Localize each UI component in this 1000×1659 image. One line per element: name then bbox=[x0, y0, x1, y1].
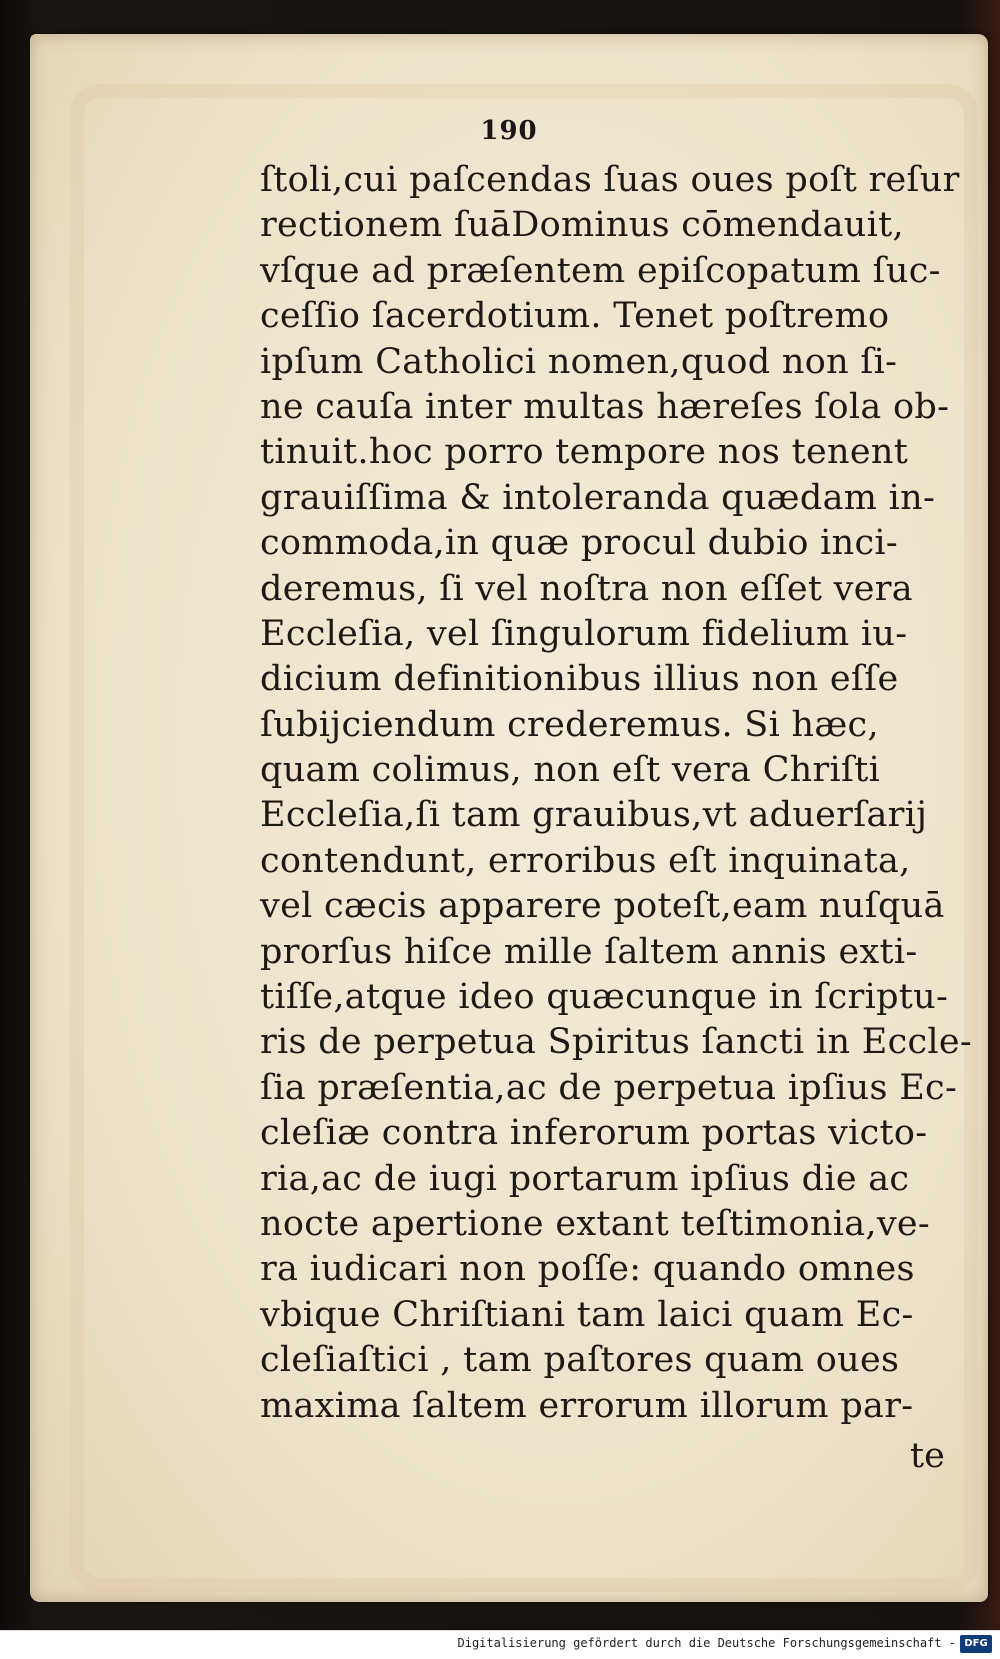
text-line: prorſus hiſce mille ſaltem annis exti- bbox=[260, 931, 918, 972]
text-line: commoda,in quæ procul dubio inci- bbox=[260, 523, 899, 564]
text-line: ceſſio ſacerdotium. Tenet poſtremo bbox=[260, 296, 890, 337]
text-line: ria,ac de iugi portarum ipſius die ac bbox=[260, 1158, 910, 1199]
text-line: cleſiæ contra inferorum portas victo- bbox=[260, 1113, 928, 1154]
text-line: nocte apertione extant teſtimonia,ve- bbox=[260, 1203, 931, 1244]
book-page bbox=[30, 34, 988, 1602]
text-line: contendunt, erroribus eſt inquinata, bbox=[260, 840, 911, 881]
text-line: deremus, ſi vel noſtra non eſſet vera bbox=[260, 568, 913, 609]
text-line: vel cæcis apparere poteſt,eam nuſquā bbox=[260, 886, 945, 927]
text-line: dicium definitionibus illius non eſſe bbox=[260, 659, 899, 700]
text-line: tiſſe,atque ideo quæcunque in ſcriptu- bbox=[260, 977, 949, 1018]
text-line: vſque ad præſentem epiſcopatum ſuc- bbox=[260, 250, 941, 291]
text-line: ris de perpetua Spiritus ſancti in Eccle- bbox=[260, 1022, 973, 1063]
funding-credit: Digitalisierung gefördert durch die Deutsche Forschungsgemeinschaft - bbox=[457, 1636, 956, 1650]
text-line: ra iudicari non poſſe: quando omnes bbox=[260, 1249, 915, 1290]
text-line: Eccleſia,ſi tam grauibus,vt aduerſarij bbox=[260, 795, 928, 836]
page-number: 190 bbox=[480, 116, 538, 146]
text-line: ſtoli,cui paſcendas ſuas oues poſt reſur bbox=[260, 160, 960, 200]
text-line: quam colimus, non eſt vera Chriſti bbox=[260, 750, 881, 791]
text-line: grauiſſima & intoleranda quædam in- bbox=[260, 477, 936, 518]
text-line: maxima ſaltem errorum illorum par- bbox=[260, 1385, 914, 1426]
text-block bbox=[260, 158, 973, 1429]
text-line: Eccleſia, vel ſingulorum fidelium iu- bbox=[260, 613, 908, 654]
text-line: cleſiaſtici , tam paſtores quam oues bbox=[260, 1340, 900, 1381]
text-line: rectionem ſuāDominus cōmendauit, bbox=[260, 205, 904, 246]
footer-bar bbox=[0, 1630, 1000, 1659]
dfg-logo-icon: DFG bbox=[960, 1635, 992, 1653]
text-line: ſubijciendum crederemus. Si hæc, bbox=[260, 704, 879, 745]
catchword: te bbox=[910, 1436, 945, 1476]
text-line: ipſum Catholici nomen,quod non ſi- bbox=[260, 341, 898, 382]
text-line: ne cauſa inter multas hæreſes ſola ob- bbox=[260, 386, 950, 427]
text-line: ſia præſentia,ac de perpetua ipſius Ec- bbox=[260, 1067, 958, 1108]
text-line: vbique Chriſtiani tam laici quam Ec- bbox=[260, 1294, 914, 1335]
text-line: tinuit.hoc porro tempore nos tenent bbox=[260, 432, 909, 473]
